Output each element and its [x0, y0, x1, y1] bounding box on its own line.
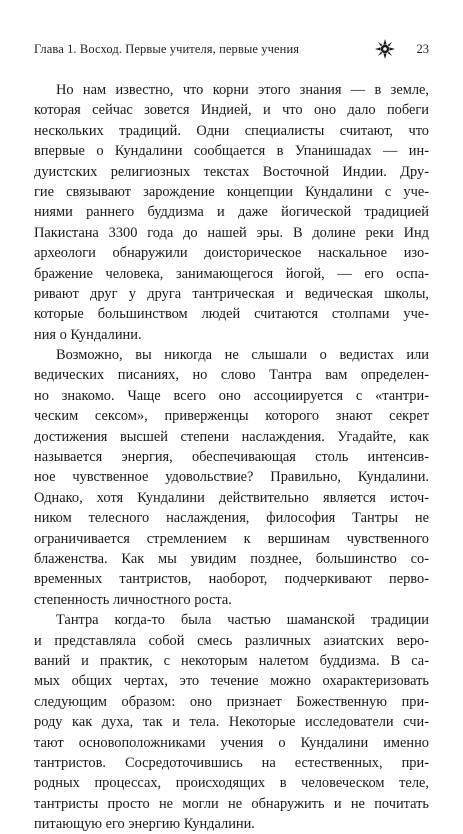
- page-number: 23: [416, 42, 429, 56]
- text-line: ведических писаниях, но слово Тантра вам определен-: [34, 367, 429, 384]
- text-line: тантристы просто не могли не обнаружить и не почитать: [34, 795, 429, 812]
- text-line: ческим сексом», приверженцы которого знают секрет: [34, 408, 429, 425]
- text-line: питающую его энергию Кундалини.: [34, 816, 255, 833]
- text-line: блаженства. Как мы увидим позднее, большинство со-: [34, 550, 429, 567]
- text-line: ния о Кундалини.: [34, 326, 142, 343]
- text-line: временных тантристов, наоборот, подчеркивают перво-: [34, 571, 429, 588]
- text-line: Тантра когда-то была частью шаманской традиции: [56, 612, 429, 629]
- text-line: степенность личностного роста.: [34, 591, 232, 608]
- text-line: гие связывают зарождение концепции Кундалини с уче-: [34, 183, 429, 200]
- running-head: [34, 40, 429, 60]
- text-line: Пакистана 3300 года до нашей эры. В долине реки Инд: [34, 224, 429, 241]
- text-line: и представляла собой смесь различных азиатских веро-: [34, 632, 429, 649]
- paragraph-1: [34, 80, 429, 345]
- body-text: [34, 80, 429, 834]
- chapter-title: Глава 1. Восход. Первые учителя, первые учения: [34, 42, 300, 56]
- text-line: Возможно, вы никогда не слышали о ведистах или: [56, 347, 429, 364]
- paragraph-2: [34, 345, 429, 610]
- text-line: называется энергия, обеспечивающая столь интенсив-: [34, 449, 429, 466]
- text-line: которая сейчас зовется Индией, и что оно дало побеги: [34, 102, 429, 119]
- text-line: ником телесного наслаждения, философия Тантры не: [34, 510, 429, 527]
- text-line: тают основоположниками учения о Кундалини именно: [34, 734, 429, 751]
- text-line: следующим образом: оно признает Божественную при-: [34, 693, 429, 710]
- text-line: нескольких традиций. Одни специалисты считают, что: [34, 122, 429, 139]
- text-line: ваний и практик, с некоторым налетом буддизма. В са-: [34, 652, 429, 669]
- text-line: родных процессах, происходящих в человеческом теле,: [34, 775, 429, 792]
- text-line: археологи обнаружили доисторическое наскальное изо-: [34, 245, 429, 262]
- paragraph-3: [34, 610, 429, 834]
- text-line: ривают друг у друга тантрическая и ведическая школы,: [34, 285, 429, 302]
- text-line: ниями раннего буддизма и даже йогической традицией: [34, 204, 429, 221]
- text-line: Однако, хотя Кундалини действительно является источ-: [34, 489, 429, 506]
- text-line: которые большинством людей считаются столпами уче-: [34, 306, 429, 323]
- text-line: тантристов. Сосредоточившись на естественных, при-: [34, 754, 429, 771]
- lotus-star-icon: [374, 38, 396, 60]
- text-line: но знакомо. Чаще всего оно ассоциируется с «тантри-: [34, 387, 429, 404]
- text-line: достижения высшей степени наслаждения. Угадайте, как: [34, 428, 429, 445]
- text-line: мых общих чертах, это течение можно охарактеризовать: [34, 673, 429, 690]
- text-line: дуистских религиозных текстах Восточной Индии. Дру-: [34, 163, 429, 180]
- text-line: впервые о Кундалини сообщается в Упанишадах — ин-: [34, 143, 429, 160]
- text-line: ное чувственное удовольствие? Правильно, Кундалини.: [34, 469, 429, 486]
- text-line: роду как духа, так и тела. Некоторые исследователи счи-: [34, 714, 429, 731]
- text-line: бражение человека, занимающегося йогой, — его оспа-: [34, 265, 429, 282]
- text-line: ограничивается стремлением к вершинам чувственного: [34, 530, 429, 547]
- text-line: Но нам известно, что корни этого знания — в земле,: [56, 82, 429, 98]
